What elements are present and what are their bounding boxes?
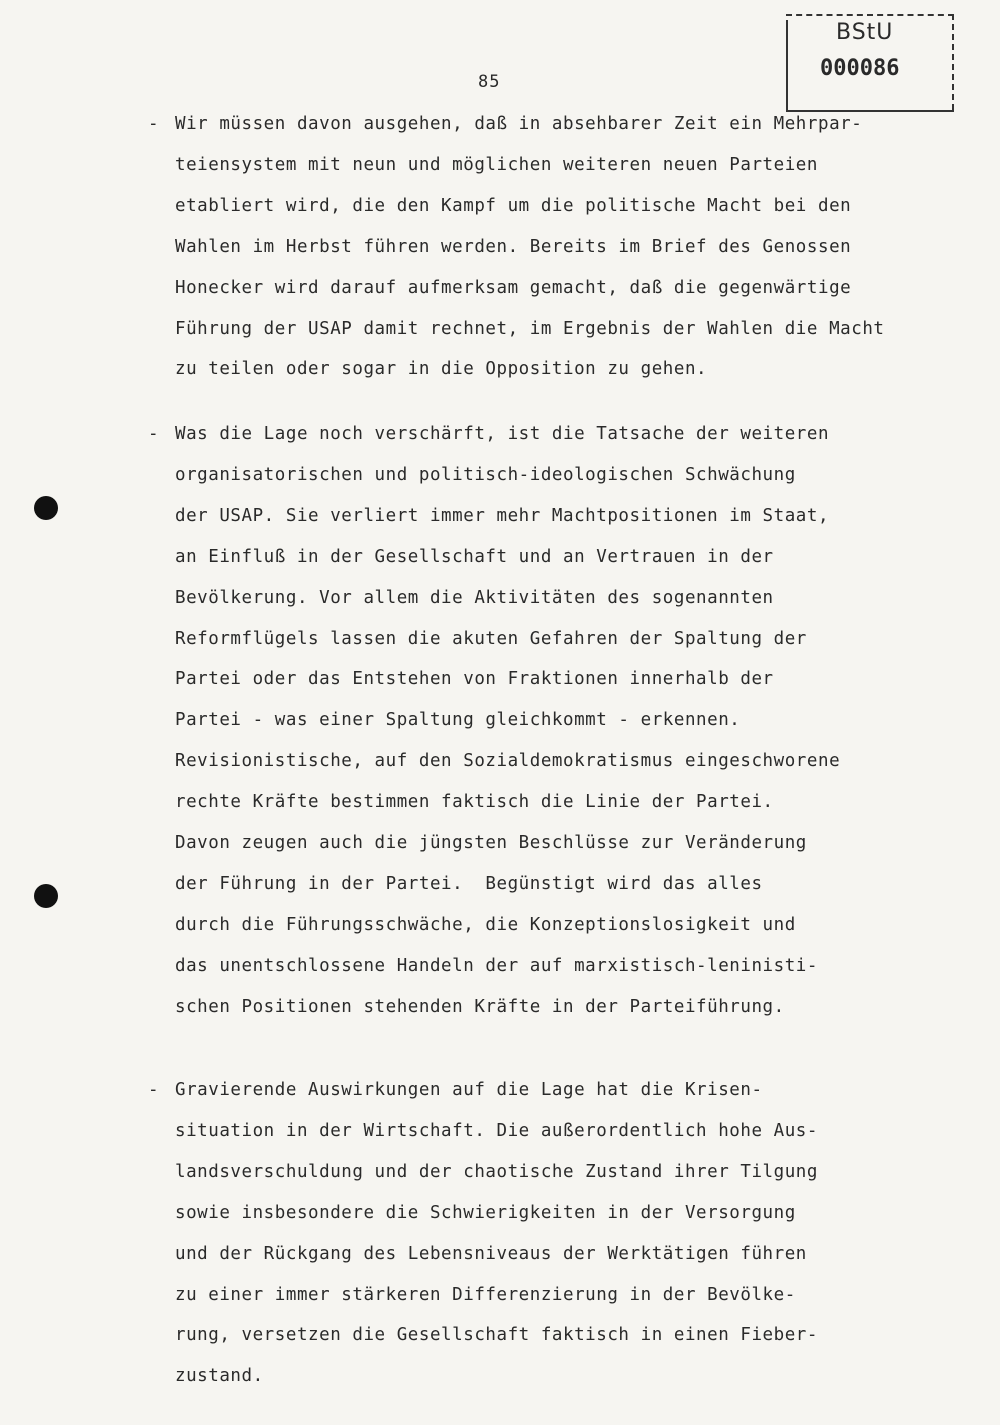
text-line: der Führung in der Partei. Begünstigt wird das alles: [175, 873, 763, 894]
text-line: Wir müssen davon ausgehen, daß in absehbarer Zeit ein Mehrpar-: [175, 114, 863, 134]
bullet-dash: -: [148, 1080, 159, 1100]
text-line: etabliert wird, die den Kampf um die politische Macht bei den: [175, 195, 852, 216]
text-line: rechte Kräfte bestimmen faktisch die Linie der Partei.: [175, 792, 774, 813]
text-line: Führung der USAP damit rechnet, im Ergebnis der Wahlen die Macht: [175, 318, 885, 339]
paragraph-party-weakening: [148, 414, 968, 1028]
archive-stamp-number: 000086: [820, 56, 900, 81]
bullet-dash: -: [148, 114, 159, 134]
archive-stamp-label: BStU: [836, 20, 894, 45]
text-line: situation in der Wirtschaft. Die außerordentlich hohe Aus-: [175, 1120, 818, 1141]
punch-hole: [34, 884, 58, 908]
text-line: Reformflügels lassen die akuten Gefahren der Spaltung der: [175, 628, 807, 649]
text-line: und der Rückgang des Lebensniveaus der Werktätigen führen: [175, 1243, 807, 1264]
text-line: Honecker wird darauf aufmerksam gemacht, daß die gegenwärtige: [175, 277, 852, 298]
bullet-dash: -: [148, 424, 159, 444]
archive-stamp-left-border: [786, 20, 788, 112]
text-line: zu einer immer stärkeren Differenzierung in der Bevölke-: [175, 1284, 796, 1305]
text-line: Partei - was einer Spaltung gleichkommt - erkennen.: [175, 710, 741, 731]
text-line: Wahlen im Herbst führen werden. Bereits im Brief des Genossen: [175, 236, 852, 257]
text-line: landsverschuldung und der chaotische Zustand ihrer Tilgung: [175, 1161, 818, 1182]
text-line: Partei oder das Entstehen von Fraktionen innerhalb der: [175, 669, 774, 690]
text-line: das unentschlossene Handeln der auf marxistisch-leninisti-: [175, 955, 818, 976]
paragraph-economic-crisis: [148, 1070, 968, 1397]
text-line: Revisionistische, auf den Sozialdemokratismus eingeschworene: [175, 751, 841, 772]
text-line: durch die Führungsschwäche, die Konzeptionslosigkeit und: [175, 914, 796, 935]
paragraph-multiparty-system: [148, 104, 968, 390]
page-number: 85: [478, 72, 501, 92]
text-line: Was die Lage noch verschärft, ist die Tatsache der weiteren: [175, 424, 830, 444]
text-line: der USAP. Sie verliert immer mehr Machtpositionen im Staat,: [175, 505, 830, 526]
text-line: teiensystem mit neun und möglichen weiteren neuen Parteien: [175, 154, 818, 175]
text-line: an Einfluß in der Gesellschaft und an Vertrauen in der: [175, 546, 774, 567]
text-line: zustand.: [175, 1366, 264, 1387]
text-line: organisatorischen und politisch-ideologischen Schwächung: [175, 464, 796, 485]
text-line: rung, versetzen die Gesellschaft faktisch in einen Fieber-: [175, 1325, 818, 1346]
text-line: Davon zeugen auch die jüngsten Beschlüsse zur Veränderung: [175, 833, 807, 854]
text-line: zu teilen oder sogar in die Opposition zu gehen.: [175, 359, 708, 380]
text-line: Bevölkerung. Vor allem die Aktivitäten des sogenannten: [175, 587, 774, 608]
punch-hole: [34, 496, 58, 520]
text-line: sowie insbesondere die Schwierigkeiten in der Versorgung: [175, 1202, 796, 1223]
text-line: schen Positionen stehenden Kräfte in der Parteiführung.: [175, 996, 785, 1017]
text-line: Gravierende Auswirkungen auf die Lage hat die Krisen-: [175, 1080, 763, 1100]
